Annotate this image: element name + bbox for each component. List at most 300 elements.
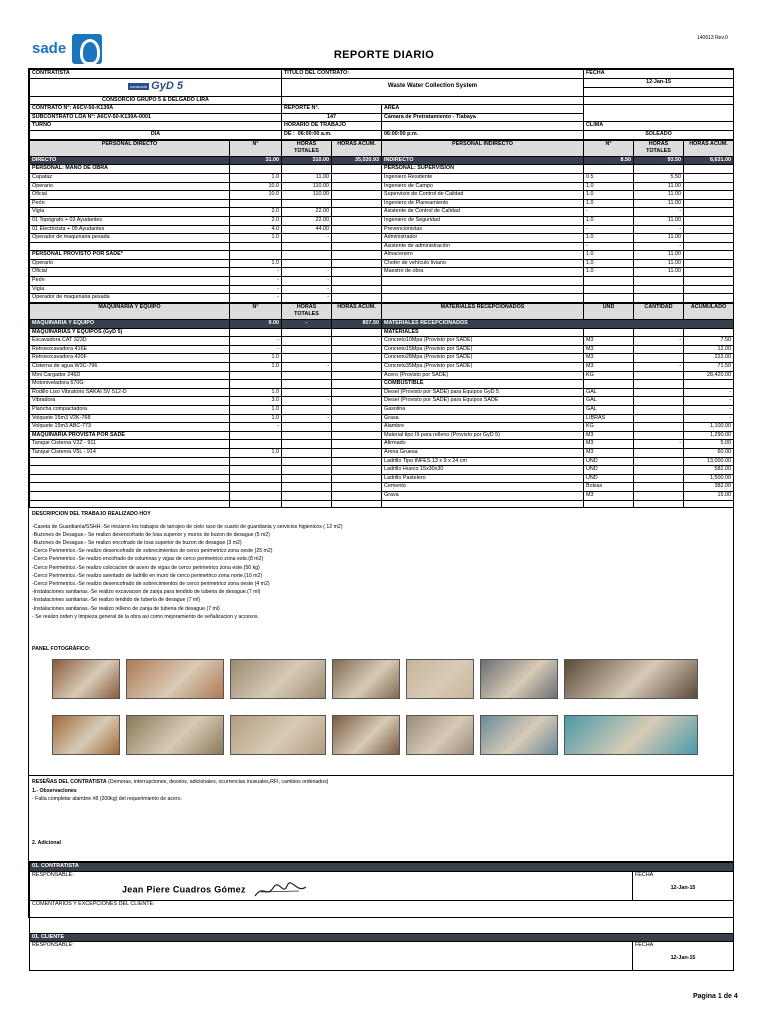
maquinaria-cell (634, 457, 684, 466)
personal-cell (684, 259, 734, 268)
personal-cell: Oficial (30, 191, 230, 200)
personal-cell (382, 277, 584, 286)
consorcio-logo (30, 78, 282, 96)
signature-icon (253, 882, 308, 900)
maquinaria-row (30, 371, 734, 380)
personal-cell: Maestro de obra (382, 268, 584, 277)
personal-cell: 1.0 (584, 199, 634, 208)
observaciones-line: - Falta completar alambre #8 (200kg) del requerimiento de acero. (32, 795, 182, 802)
personal-cell: - (282, 277, 332, 286)
maquinaria-cell: LIBRAS (584, 414, 634, 423)
personal-cell (382, 294, 584, 303)
maquinaria-cell (230, 474, 282, 483)
maquinaria-cell: M3 (584, 337, 634, 346)
personal-cell (332, 199, 382, 208)
personal-cell: 10.0 (230, 182, 282, 191)
maquinaria-row (30, 345, 734, 354)
maquinaria-cell: Plancha compactadora (30, 405, 230, 414)
descripcion-line: -Buzones de Desague.- Se realizo encofrado de losa superior de buzon de desague (3 m2) (32, 540, 242, 546)
maquinaria-cell: Grava (382, 491, 584, 500)
header-acumulado: ACUMULADO (684, 303, 734, 319)
personal-cell: Vigía (30, 208, 230, 217)
contratista-fecha-label: FECHA (635, 871, 654, 878)
personal-cell: - (230, 277, 282, 286)
maquinaria-cell: 12.00 (684, 345, 734, 354)
site-photo (332, 659, 400, 699)
site-photo (564, 659, 698, 699)
site-photo (52, 659, 120, 699)
maquinaria-cell (332, 491, 382, 500)
maquinaria-cell (332, 423, 382, 432)
maquinaria-cell: - (684, 414, 734, 423)
personal-row (30, 182, 734, 191)
descripcion-section (29, 508, 733, 776)
personal-cell: - (584, 242, 634, 251)
maquinaria-cell: Diesel (Provisto por SADE) para Equipos GyD 5 (382, 388, 584, 397)
personal-cell: - (634, 225, 684, 234)
personal-cell: Ingeniero de Campo (382, 182, 584, 191)
maquinaria-cell (30, 491, 230, 500)
header-maq-n: N° (230, 303, 282, 319)
maquinaria-cell: M3 (584, 491, 634, 500)
header-n-indirecto: N° (584, 140, 634, 156)
personal-cell (684, 285, 734, 294)
total-maq-label: MAQUINARIA Y EQUIPO (30, 320, 230, 329)
page-number: Pagina 1 de 4 (693, 993, 738, 1000)
maquinaria-cell (634, 483, 684, 492)
contratista-responsable (30, 871, 633, 900)
personal-cell (684, 225, 734, 234)
personal-cell (684, 268, 734, 277)
personal-row (30, 208, 734, 217)
maquinaria-cell: - (634, 337, 684, 346)
site-photo (52, 715, 120, 755)
maquinaria-cell: M3 (584, 448, 634, 457)
personal-cell: 2.0 (230, 216, 282, 225)
header-horas-acum: HORAS ACUM. (332, 140, 382, 156)
maquinaria-cell: 1.0 (230, 448, 282, 457)
personal-cell: 01 Electricista + 05 Ayudantes (30, 225, 230, 234)
header-horas-totales: HORAS TOTALES (282, 140, 332, 156)
personal-cell (684, 173, 734, 182)
maquinaria-cell: 1,290.00 (684, 431, 734, 440)
panel-fotografico-label: PANEL FOTOGRÁFICO: (32, 646, 91, 653)
maquinaria-cell (634, 397, 684, 406)
maquinaria-cell: 1.0 (230, 388, 282, 397)
personal-cell (584, 294, 634, 303)
maquinaria-cell: Material tipo III para relleno (Provisto por GyD 5) (382, 431, 584, 440)
maquinaria-cell (30, 474, 230, 483)
maquinaria-row (30, 474, 734, 483)
personal-cell (30, 242, 230, 251)
personal-cell (684, 251, 734, 260)
maquinaria-cell: 60.00 (684, 448, 734, 457)
contratista-label: CONTRATISTA (30, 70, 282, 79)
maquinaria-row (30, 491, 734, 500)
total-directo-horas: 310.00 (282, 156, 332, 165)
personal-row (30, 216, 734, 225)
maquinaria-row (30, 483, 734, 492)
personal-cell: 1.0 (584, 259, 634, 268)
personal-row (30, 234, 734, 243)
maquinaria-cell: Rodillo Liso Vibratorio SAKAI SV 512-D (30, 388, 230, 397)
maquinaria-cell: Retroexcavadora 416E (30, 345, 230, 354)
responsable-name: Jean Piere Cuadros Gómez (122, 884, 246, 894)
personal-row (30, 277, 734, 286)
descripcion-line: -Cerco Perimetrico.-Se realizo encofrado de columnas y vigas de cerco perimetrico zona este.(8 m2) (32, 556, 264, 563)
maquinaria-cell (634, 405, 684, 414)
maquinaria-cell: Diesel (Provisto por SADE) para Equipos SADE (382, 397, 584, 406)
personal-cell: Asistente de Control de Calidad (382, 208, 584, 217)
photo-row-1 (32, 659, 730, 699)
descripcion-line: -Instalaciones sanitarias.-Se realizo tendido de tuberia de desague (7 ml) (32, 597, 201, 604)
a-value: 06:00:00 p.m. (382, 130, 584, 139)
personal-cell: 11.00 (634, 234, 684, 243)
personal-cell: Asistente de administración (382, 242, 584, 251)
maquinaria-cell (332, 448, 382, 457)
personal-cell (230, 165, 282, 174)
personal-cell (332, 294, 382, 303)
maquinaria-row (30, 431, 734, 440)
maquinaria-cell: Concreto28Mpa (Provisto por SADE) (382, 354, 584, 363)
firmas-table (29, 862, 734, 971)
personal-cell (332, 234, 382, 243)
personal-cell: - (584, 208, 634, 217)
maquinaria-cell (332, 414, 382, 423)
header-horas-totales-indirecto: HORAS TOTALES (634, 140, 684, 156)
maquinaria-cell: KG (584, 423, 634, 432)
personal-totals-row (30, 156, 734, 165)
personal-cell (332, 277, 382, 286)
personal-cell: 4.0 (230, 225, 282, 234)
personal-cell: - (282, 234, 332, 243)
titulo-label: TITULO DEL CONTRATO: (282, 70, 584, 79)
descripcion-line: -Caseta de Guardianía/SSHH.-Se iniciaron los trabajos de tarrajeo de cielo raso de cuarto de guardiania y servicios higienicos ( 12 m2) (32, 523, 343, 530)
maquinaria-cell (634, 491, 684, 500)
horario-de (282, 130, 382, 139)
maquinaria-cell: - (230, 345, 282, 354)
maquinaria-cell: - (282, 397, 332, 406)
maquinaria-cell (634, 431, 684, 440)
personal-cell: 22.00 (282, 216, 332, 225)
maquinaria-cell: 1,500.00 (684, 474, 734, 483)
maquinaria-cell: - (282, 414, 332, 423)
descripcion-line: -Cerco Perimetrico.-Se realizo asentado de ladrillo en muro de cerco perimetrico zona norte.(10 m2) (32, 572, 263, 579)
personal-cell: Supervisor de Control de Calidad (382, 191, 584, 200)
maquinaria-cell: 7.50 (684, 337, 734, 346)
personal-cell (282, 199, 332, 208)
maquinaria-row (30, 440, 734, 449)
total-maq-n: 9.00 (230, 320, 282, 329)
personal-cell: Chofer de vehículo liviano (382, 259, 584, 268)
personal-cell (230, 199, 282, 208)
personal-cell: Prevencionistas (382, 225, 584, 234)
personal-row (30, 225, 734, 234)
personal-cell: Operario (30, 259, 230, 268)
maquinaria-cell (230, 483, 282, 492)
maquinaria-cell: - (684, 397, 734, 406)
maquinaria-row (30, 414, 734, 423)
maquinaria-cell: Volquete 15m3 V2K-768 (30, 414, 230, 423)
maquinaria-cell: Volquete 15m3 ABC-773 (30, 423, 230, 432)
personal-cell: Operario (30, 182, 230, 191)
maquinaria-row (30, 466, 734, 475)
maquinaria-cell (684, 380, 734, 389)
personal-cell: Operador de maquinaria pesada (30, 234, 230, 243)
maquinaria-cell (332, 388, 382, 397)
maquinaria-cell (282, 457, 332, 466)
maquinaria-cell (282, 405, 332, 414)
maquinaria-row (30, 388, 734, 397)
maquinaria-cell (634, 354, 684, 363)
maquinaria-cell (332, 405, 382, 414)
maquinaria-cell: - (634, 440, 684, 449)
personal-row (30, 259, 734, 268)
personal-cell (382, 285, 584, 294)
site-photo (230, 659, 326, 699)
maquinaria-cell: GAL (584, 397, 634, 406)
site-photo (480, 715, 558, 755)
personal-cell: - (282, 294, 332, 303)
site-photo (406, 659, 474, 699)
cliente-fecha-value: 12-Jan-15 (670, 954, 696, 961)
maquinaria-row (30, 380, 734, 389)
maquinaria-cell: KG (584, 371, 634, 380)
maquinaria-cell: Cisterna de agua W3C-796 (30, 363, 230, 372)
maquinaria-row (30, 457, 734, 466)
consorcio-brand: GyD 5 (151, 79, 183, 92)
maquinaria-cell (332, 466, 382, 475)
maquinaria-row (30, 423, 734, 432)
maquinaria-cell: - (634, 363, 684, 372)
personal-cell (332, 225, 382, 234)
personal-cell: Almacenero (382, 251, 584, 260)
maquinaria-cell: 3.0 (230, 397, 282, 406)
personal-cell: 22.00 (282, 208, 332, 217)
personal-cell (282, 259, 332, 268)
personal-cell: 11.00 (634, 182, 684, 191)
personal-cell: 11.00 (634, 191, 684, 200)
personal-cell: - (634, 208, 684, 217)
maquinaria-cell (332, 397, 382, 406)
subcontrato-number: SUBCONTRATO LOA N°: A6CV-50-K139A-0001 (30, 113, 282, 122)
maquinaria-cell: UND (584, 466, 634, 475)
total-indirecto-n: 8.50 (584, 156, 634, 165)
personal-cell: 1.0 (584, 182, 634, 191)
maquinaria-cell: Ladrillo Tipo INFES 13 x 9 x 24 cm (382, 457, 584, 466)
header-personal-indirecto: PERSONAL INDIRECTO (382, 140, 584, 156)
maquinaria-cell (282, 448, 332, 457)
personal-cell: PERSONAL PROVISTO POR SADE* (30, 251, 230, 260)
maquinaria-cell: - (230, 337, 282, 346)
site-photo (230, 715, 326, 755)
contratista-fecha (633, 871, 734, 900)
fecha-label: FECHA (584, 70, 734, 79)
maquinaria-cell (684, 328, 734, 337)
header-personal-directo: PERSONAL DIRECTO (30, 140, 230, 156)
maquinaria-cell: 5.00 (684, 440, 734, 449)
responsable-label: RESPONSABLE: (32, 871, 74, 878)
personal-cell (684, 216, 734, 225)
total-directo-acum: 35,020.93 (332, 156, 382, 165)
reporte-value: 147 (282, 113, 382, 122)
turno-value: DIA (30, 130, 282, 139)
header-cantidad: CANTIDAD (634, 303, 684, 319)
personal-cell (584, 277, 634, 286)
personal-row (30, 242, 734, 251)
report-form (28, 68, 734, 961)
maquinaria-cell: GAL (584, 388, 634, 397)
personal-cell: 110.00 (282, 182, 332, 191)
maquinaria-row (30, 397, 734, 406)
header-und: UND (584, 303, 634, 319)
personal-cell: 5.50 (634, 173, 684, 182)
contrato-number: CONTRATO N°: A6CV-50-K139A (30, 105, 282, 114)
personal-cell: 0.5 (584, 173, 634, 182)
maquinaria-row (30, 337, 734, 346)
total-indirecto-horas: 93.50 (634, 156, 684, 165)
personal-cell: 1.0 (230, 234, 282, 243)
maquinaria-cell (634, 466, 684, 475)
personal-cell: 11.00 (282, 173, 332, 182)
personal-cell: - (282, 285, 332, 294)
maquinaria-cell: UND (584, 457, 634, 466)
maquinaria-cell (332, 431, 382, 440)
maquinaria-cell: M3 (584, 440, 634, 449)
descripcion-title: DESCRIPCION DEL TRABAJO REALIZADO HOY (32, 511, 151, 518)
maquinaria-cell: 71.50 (684, 363, 734, 372)
maquinaria-cell (634, 388, 684, 397)
maquinaria-cell: Afirmado (382, 440, 584, 449)
maquinaria-cell: Grasa (382, 414, 584, 423)
area-value: Cámara de Pretratamiento - Tiabaya (382, 113, 584, 122)
maquinaria-cell (634, 328, 684, 337)
maquinaria-cell: 1.0 (230, 414, 282, 423)
personal-cell: Ingeniero de Planeamiento (382, 199, 584, 208)
personal-cell (332, 216, 382, 225)
maquinaria-cell: Mini Cargador 246D (30, 371, 230, 380)
clima-label: CLIMA (584, 122, 734, 131)
site-photo (564, 715, 698, 755)
cliente-responsable: RESPONSABLE: (30, 942, 633, 971)
maquinaria-rows (30, 328, 734, 500)
document-code: 140613 Rev.0 (697, 35, 728, 41)
descripcion-lines (32, 523, 730, 621)
contract-info-table (29, 69, 734, 140)
maquinaria-cell: Concreto10Mpa (Provisto por SADE) (382, 337, 584, 346)
maquinaria-cell (282, 354, 332, 363)
maquinaria-cell: 382.00 (684, 483, 734, 492)
personal-cell (684, 182, 734, 191)
maquinaria-cell (282, 345, 332, 354)
maquinaria-cell: 1.0 (230, 363, 282, 372)
personal-row (30, 191, 734, 200)
personal-cell (684, 208, 734, 217)
personal-cell: Vigía (30, 285, 230, 294)
maquinaria-row (30, 328, 734, 337)
maquinaria-cell (282, 431, 332, 440)
maquinaria-cell: MAQUINARIA PROVISTA POR SADE (30, 431, 230, 440)
de-label: DE : (284, 130, 295, 137)
personal-cell: Peón (30, 199, 230, 208)
cliente-bar: 01. CLIENTE (30, 933, 734, 942)
personal-cell (332, 285, 382, 294)
maquinaria-cell: M3 (584, 431, 634, 440)
contratista-bar: 01. CONTRATISTA (30, 863, 734, 872)
personal-cell: 110.00 (282, 191, 332, 200)
personal-cell: 11.00 (634, 199, 684, 208)
maquinaria-cell: Arena Gruesa (382, 448, 584, 457)
maquinaria-cell (332, 440, 382, 449)
personal-cell: - (230, 294, 282, 303)
maquinaria-cell: Alambre (382, 423, 584, 432)
site-photo (480, 659, 558, 699)
maquinaria-cell (332, 483, 382, 492)
personal-cell: 1.0 (584, 268, 634, 277)
descripcion-line: -Buzones de Desague.- Se realizo desencofrado de losa superior y muros de buzon de desague (5 m2) (32, 531, 270, 538)
maquinaria-cell: Excavadora CAT 323D (30, 337, 230, 346)
personal-row (30, 268, 734, 277)
total-maq-horas: - (282, 320, 332, 329)
personal-row (30, 173, 734, 182)
maquinaria-cell (332, 337, 382, 346)
maquinaria-cell: M3 (584, 354, 634, 363)
maquinaria-cell: Vibradora (30, 397, 230, 406)
personal-rows (30, 165, 734, 303)
personal-row (30, 294, 734, 303)
maquinaria-cell (282, 466, 332, 475)
maquinaria-cell: MAQUINARIAS Y EQUIPOS (GyD 5) (30, 328, 230, 337)
maquinaria-cell (634, 371, 684, 380)
maquinaria-cell (282, 388, 332, 397)
personal-cell: 1.0 (584, 191, 634, 200)
personal-cell: - (230, 285, 282, 294)
personal-cell (282, 251, 332, 260)
personal-cell: 1.0 (584, 216, 634, 225)
header-maq-horas-totales: HORAS TOTALES (282, 303, 332, 319)
personal-cell: PERSONAL: SUPERVISION (382, 165, 584, 174)
personal-cell (332, 191, 382, 200)
clima-value: SOLEADO (584, 130, 734, 139)
maquinaria-cell (282, 483, 332, 492)
maquinaria-cell: Tanque Cisterna V5L - 914 (30, 448, 230, 457)
page-title: REPORTE DIARIO (333, 49, 435, 61)
maquinaria-cell: Acero (Provisto por SADE) (382, 371, 584, 380)
total-indirecto-label: INDIRECTO (382, 156, 584, 165)
maquinaria-cell (332, 371, 382, 380)
personal-cell (332, 251, 382, 260)
maquinaria-cell: - (282, 363, 332, 372)
cliente-fecha-label: FECHA (635, 942, 654, 949)
site-photo (126, 715, 224, 755)
personal-cell (684, 294, 734, 303)
maquinaria-row (30, 363, 734, 372)
personal-cell: Administrador (382, 234, 584, 243)
maquinaria-cell: GAL (584, 405, 634, 414)
maquinaria-cell (282, 371, 332, 380)
site-photo (126, 659, 224, 699)
personal-cell (584, 165, 634, 174)
maquinaria-table (29, 303, 734, 509)
maquinaria-cell (230, 466, 282, 475)
maquinaria-cell: Ladrillo Pastelero (382, 474, 584, 483)
personal-cell (332, 182, 382, 191)
header-materiales: MATERIALES RECEPCIONADOS (382, 303, 584, 319)
observaciones-subtitle: (Demoras, interrupciones, desvios, adicionales, ocurrencias inusuales,RFI, cambios ordenados) (108, 779, 329, 786)
maquinaria-cell (332, 457, 382, 466)
maquinaria-cell (332, 474, 382, 483)
descripcion-line: -Instalaciones sanitarias.-Se realizo excavacion de zanja para tendido de tuberia de desague.(7 ml) (32, 589, 261, 596)
